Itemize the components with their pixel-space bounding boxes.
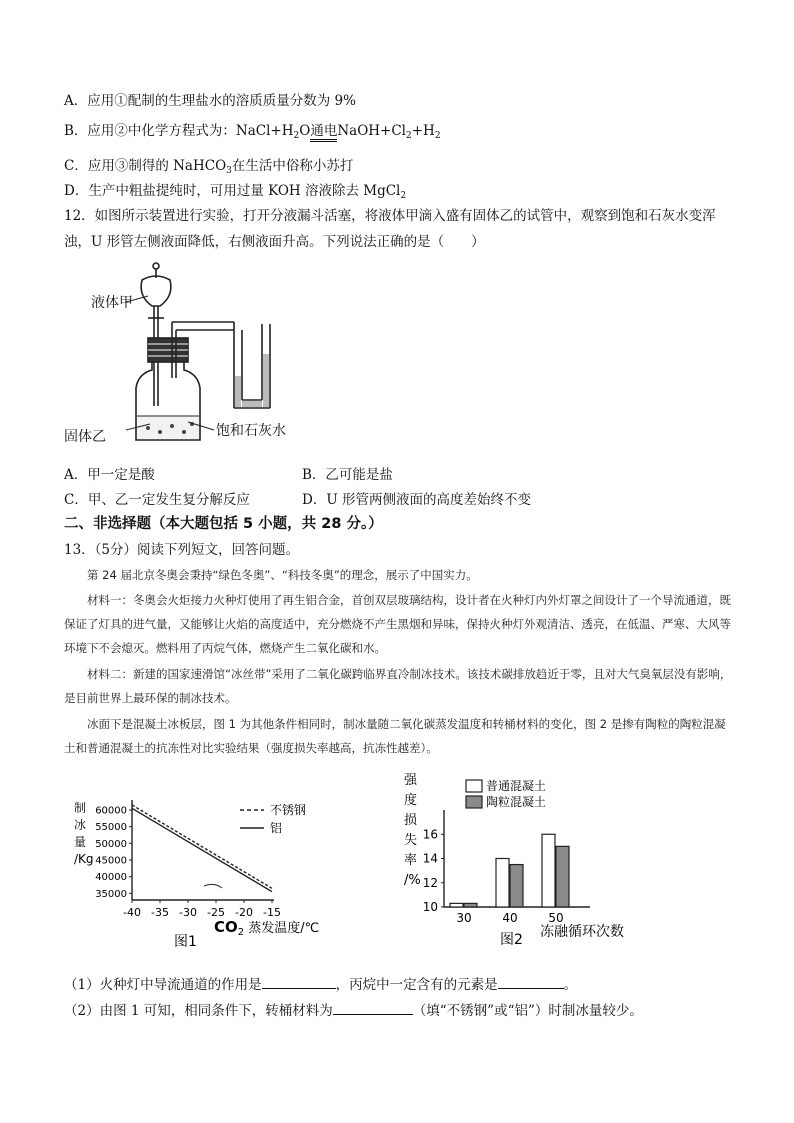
q12-option-a: A．甲一定是酸 [64,467,155,483]
fig1-y-tick-label: 45000 [95,855,127,867]
fig2-x-tick-label: 50 [548,911,564,925]
q12-option-b: B．乙可能是盐 [302,467,393,483]
fig2-legend-normal: 普通混凝土 [486,779,547,793]
fig1-legend-al: 铝 [270,821,283,835]
fig1-y-title-char: 量 [74,835,87,849]
u-tube [234,322,270,408]
q11-option-a: A．应用①配制的生理盐水的溶质质量分数为 9% [64,93,356,109]
fig2-y-title-char: /% [404,873,421,888]
fig2-legend-normal-swatch [466,780,482,792]
figure-1-line-chart [64,790,374,960]
fig1-y-tick-label: 55000 [95,822,127,834]
fig2-bar-ceramsite [556,846,569,907]
fig2-legend-ceramsite: 陶粒混凝土 [486,795,547,809]
fig2-legend-ceramsite-swatch [466,796,482,808]
fig1-y-tick-label: 35000 [95,888,127,900]
fig2-y-title-char: 度 [404,793,418,808]
fig2-y-tick-label: 10 [422,900,438,914]
q12-stem-line1: 12．如图所示装置进行实验，打开分液漏斗活塞，将液体甲滴入盛有固体乙的试管中，观察到饱和石灰水变浑 [64,208,716,224]
fig1-y-title-char: /Kg [74,852,94,866]
fig2-x-tick-label: 40 [502,911,518,925]
fig2-y-tick-label: 12 [422,875,438,890]
fig2-y-tick-label: 14 [422,851,438,866]
answer-blank-1[interactable] [262,974,336,989]
q13-passage-p2: 材料一：冬奥会火炬接力火种灯使用了再生铝合金，首创双层玻璃结构，设计者在火种灯内外灯罩之间设计了一个导流通道，既保证了灯具的进气量，又能够让火焰的高度适中，充分燃烧不产生黑烟和异味，保持火种灯外观清洁、透亮，在低温、严寒、大风等环境下不会熄灭。燃料用了丙烷气体，燃烧产生二氧化碳和水。 [64,593,731,655]
label-lime-water: 饱和石灰水 [216,423,286,439]
fig2-bar-normal [450,903,463,907]
q13-sub1: （1）火种灯中导流通道的作用是 ，丙烷中一定含有的元素是 。 [64,974,577,994]
fig1-y-title-char: 冰 [74,818,87,832]
fig2-bar-normal [496,859,509,908]
fig1-y-tick-label: 50000 [95,838,127,850]
fig2-bar-ceramsite [464,903,477,907]
q12-option-d: D．U 形管两侧液面的高度差始终不变 [302,492,531,508]
fig1-x-tick-label: -40 [123,906,141,919]
fig1-series-al [132,808,272,891]
fig2-caption: 图2 [500,932,523,948]
fig1-x-title: $CO_2$ 蒸发温度/℃ [214,918,320,938]
fig2-y-title-char: 失 [404,833,418,848]
q11-option-d: D．生产中粗盐提纯时，可用过量 KOH 溶液除去 MgCl$_2$ [64,183,407,201]
figure-2-bar-chart [400,770,640,950]
q12-stem-line2: 浊，U 形管左侧液面降低，右侧液面升高。下列说法正确的是（ ） [64,234,485,250]
fig2-y-title-char: 率 [404,853,418,868]
fig1-series-steel [132,805,272,888]
fig2-x-title: 冻融循环次数 [540,924,624,940]
q13-passage-p4: 冰面下是混凝土冰板层，图 1 为其他条件相同时，制冰量随二氧化碳蒸发温度和转桶材料的变化，图 2 是掺有陶粒的陶粒混凝土和普通混凝土的抗冻性对比实验结果（强度损失率越高，抗冻性越差）。 [64,717,726,755]
fig2-y-title-char: 损 [404,813,418,828]
q13-passage-p3: 材料二：新建的国家速滑馆“冰丝带”采用了二氧化碳跨临界直冷制冰技术。该技术碳排放趋近于零，且对大气臭氧层没有影响，是目前世界上最环保的制冰技术。 [64,667,732,705]
reaction-condition: 通电 [310,123,337,142]
q13-passage-p1: 第 24 届北京冬奥会秉持“绿色冬奥”、“科技冬奥”的理念，展示了中国实力。 [87,568,478,582]
fig1-y-tick-label: 40000 [95,872,127,884]
separatory-funnel [141,263,171,406]
fig1-x-tick-label: -30 [179,906,197,919]
label-liquid-jia: 液体甲 [91,295,133,311]
fig1-x-tick-label: -35 [151,906,169,919]
fig1-x-tick-label: -15 [263,906,281,919]
label-solid-yi: 固体乙 [64,429,106,445]
q12-option-c: C．甲、乙一定发生复分解反应 [64,492,250,508]
fig1-annotation-mark [204,884,222,888]
fig2-y-title-char: 强 [404,773,418,788]
fig1-x-tick-label: -25 [207,906,225,919]
fig2-x-tick-label: 30 [456,911,472,925]
answer-blank-2[interactable] [498,974,564,989]
fig1-legend-steel: 不锈钢 [270,803,307,817]
fig1-y-title-char: 制 [74,801,87,815]
fig2-y-tick-label: 16 [422,827,438,842]
fig1-y-tick-label: 60000 [95,805,127,817]
q11-option-b: B．应用②中化学方程式为：$NaCl+H_2O$通电$NaOH+Cl_2+H_2$ [64,123,441,141]
q11-option-c: C．应用③制得的 NaHCO$_3$在生活中俗称小苏打 [64,158,354,176]
q13-sub2: （2）由图 1 可知，相同条件下，转桶材料为 （填“不锈钢”或“铝”）时制冰量较少。 [64,1000,643,1020]
answer-blank-3[interactable] [333,1000,413,1015]
fig2-bar-normal [542,834,555,907]
fig1-x-tick-label: -20 [235,906,253,919]
fig2-bar-ceramsite [510,865,523,907]
fig1-caption: 图1 [174,934,197,950]
section-heading: 二、非选择题（本大题包括 5 小题，共 28 分。） [64,516,383,532]
q13-intro: 13．（5分）阅读下列短文，回答问题。 [64,542,300,558]
